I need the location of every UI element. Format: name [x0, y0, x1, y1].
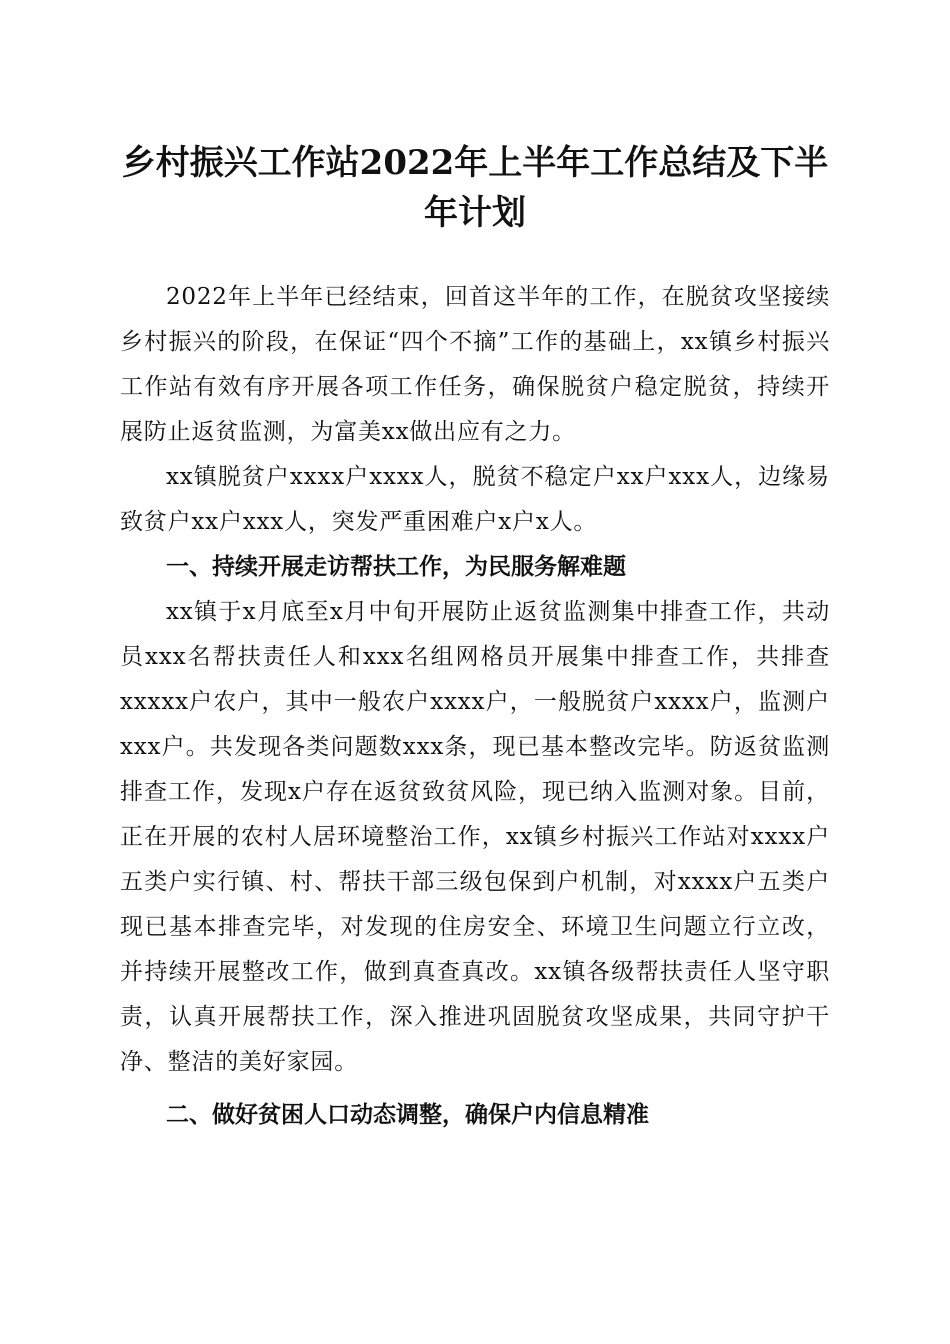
intro-paragraph: 2022年上半年已经结束，回首这半年的工作，在脱贫攻坚接续乡村振兴的阶段，在保证“四个不摘”工作的基础上，xx镇乡村振兴工作站有效有序开展各项工作任务，确保脱贫户稳定脱贫，持续开展防止返贫监测，为富美xx做出应有之力。 [120, 284, 830, 445]
stats-paragraph: xx镇脱贫户xxxx户xxxx人，脱贫不稳定户xx户xxx人，边缘易致贫户xx户xxx人，突发严重困难户x户x人。 [120, 464, 830, 535]
document-body [120, 275, 830, 1138]
document-title: 乡村振兴工作站2022年上半年工作总结及下半年计划 [121, 143, 829, 233]
section-2-heading: 二、做好贫困人口动态调整，确保户内信息精准 [166, 1102, 649, 1128]
section-1-heading: 一、持续开展走访帮扶工作，为民服务解难题 [166, 554, 626, 580]
section-1-paragraph: xx镇于x月底至x月中旬开展防止返贫监测集中排查工作，共动员xxx名帮扶责任人和xxx名组网格员开展集中排查工作，共排查xxxxx户农户，其中一般农户xxxx户，一般脱贫户xxxx户，监测户xxx户。共发现各类问题数xxx条，现已基本整改完毕。防返贫监测排查工作，发现x户存在返贫致贫风险，现已纳入监测对象。目前，正在开展的农村人居环境整治工作，xx镇乡村振兴工作站对xxxx户五类户实行镇、村、帮扶干部三级包保到户机制，对xxxx户五类户现已基本排查完毕，对发现的住房安全、环境卫生问题立行立改，并持续开展整改工作，做到真查真改。xx镇各级帮扶责任人坚守职责，认真开展帮扶工作，深入推进巩固脱贫攻坚成果，共同守护干净、整洁的美好家园。 [120, 599, 830, 1075]
